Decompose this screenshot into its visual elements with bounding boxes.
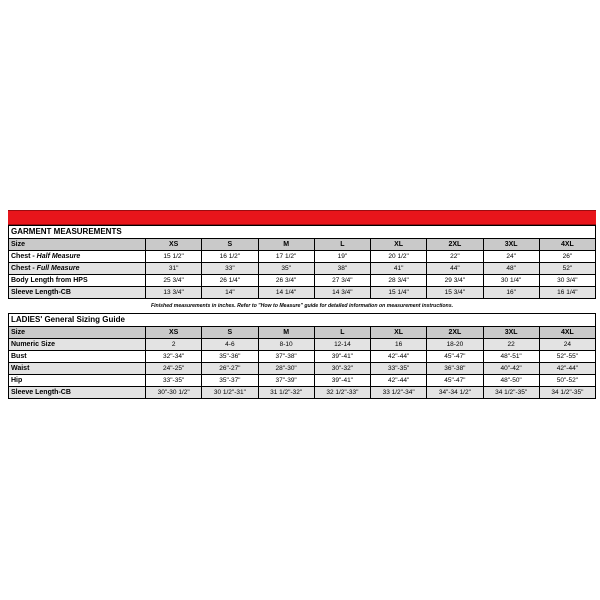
table-cell: 24"-25" [146,363,202,375]
row-label-text: Sleeve Length-CB [11,288,71,296]
row-label: Hip [9,375,146,387]
table-cell: 30 1/4" [483,275,539,287]
table-cell: 26" [539,251,595,263]
table-cell: 29 3/4" [427,275,483,287]
header-cell: 3XL [483,239,539,251]
table-cell: 39"-41" [314,375,370,387]
table-cell: 30 1/2"-31" [202,387,258,399]
table-cell: 8-10 [258,339,314,351]
table-cell: 52" [539,263,595,275]
header-cell: M [258,327,314,339]
header-cell: M [258,239,314,251]
table-cell: 26 1/4" [202,275,258,287]
header-cell: S [202,239,258,251]
table-cell: 32 1/2"-33" [314,387,370,399]
table-cell: 42"-44" [371,375,427,387]
row-label-text: Body Length from HPS [11,276,88,284]
table-cell: 18-20 [427,339,483,351]
table-row [9,263,596,275]
ladies-title: LADIES' General Sizing Guide [8,313,596,326]
header-cell: 4XL [539,327,595,339]
table-cell: 34"-34 1/2" [427,387,483,399]
table-cell: 34 1/2"-35" [483,387,539,399]
header-cell: 2XL [427,239,483,251]
table-cell: 31" [146,263,202,275]
table-cell: 24" [483,251,539,263]
table-cell: 32"-34" [146,351,202,363]
garment-table [8,238,596,299]
table-cell: 16 1/2" [202,251,258,263]
row-label: Waist [9,363,146,375]
table-cell: 12-14 [314,339,370,351]
table-row [9,351,596,363]
table-cell: 42"-44" [539,363,595,375]
table-header-row [9,327,596,339]
row-label [9,287,146,299]
table-cell: 45"-47" [427,351,483,363]
table-cell: 13 3/4" [146,287,202,299]
table-row [9,375,596,387]
red-banner [8,210,596,225]
table-cell: 15 3/4" [427,287,483,299]
row-label: Sleeve Length-CB [9,387,146,399]
table-cell: 14 3/4" [314,287,370,299]
row-label-qualifier: Half Measure [36,252,81,260]
header-cell: L [314,327,370,339]
table-row [9,387,596,399]
table-cell: 48" [483,263,539,275]
table-cell: 25 3/4" [146,275,202,287]
table-cell: 45"-47" [427,375,483,387]
header-cell: S [202,327,258,339]
table-row [9,287,596,299]
table-cell: 28"-30" [258,363,314,375]
row-label [9,263,146,275]
table-cell: 31 1/2"-32" [258,387,314,399]
header-cell: XS [146,239,202,251]
table-cell: 15 1/2" [146,251,202,263]
table-cell: 26"-27" [202,363,258,375]
table-row [9,251,596,263]
table-cell: 4-6 [202,339,258,351]
row-label [9,251,146,263]
table-header-row [9,239,596,251]
header-cell: Size [9,327,146,339]
table-cell: 14" [202,287,258,299]
table-cell: 16" [483,287,539,299]
table-cell: 30"-32" [314,363,370,375]
table-cell: 40"-42" [483,363,539,375]
table-cell: 52"-55" [539,351,595,363]
header-cell: L [314,239,370,251]
table-cell: 16 1/4" [539,287,595,299]
table-row [9,363,596,375]
header-cell: XL [371,239,427,251]
table-cell: 50"-52" [539,375,595,387]
table-cell: 48"-50" [483,375,539,387]
table-cell: 39"-41" [314,351,370,363]
table-cell: 14 1/4" [258,287,314,299]
table-cell: 41" [371,263,427,275]
ladies-table [8,326,596,399]
table-cell: 22" [427,251,483,263]
table-cell: 36"-38" [427,363,483,375]
header-cell: XS [146,327,202,339]
table-cell: 27 3/4" [314,275,370,287]
table-cell: 17 1/2" [258,251,314,263]
header-cell: 4XL [539,239,595,251]
table-cell: 35"-37" [202,375,258,387]
table-cell: 22 [483,339,539,351]
table-cell: 37"-38" [258,351,314,363]
table-cell: 33"-35" [146,375,202,387]
table-cell: 33 1/2"-34" [371,387,427,399]
table-cell: 38" [314,263,370,275]
table-cell: 33"-35" [371,363,427,375]
table-cell: 15 1/4" [371,287,427,299]
row-label-text: Chest - [11,264,37,272]
table-cell: 24 [539,339,595,351]
table-cell: 16 [371,339,427,351]
row-label: Bust [9,351,146,363]
row-label-qualifier: Full Measure [36,264,80,272]
table-cell: 33" [202,263,258,275]
row-label: Numeric Size [9,339,146,351]
table-cell: 26 3/4" [258,275,314,287]
header-cell: XL [371,327,427,339]
table-cell: 37"-39" [258,375,314,387]
table-cell: 44" [427,263,483,275]
table-cell: 42"-44" [371,351,427,363]
table-cell: 28 3/4" [371,275,427,287]
measurement-note: Finished measurements in inches. Refer to "How to Measure" guide for detailed information on measurement instructions. [150,303,454,309]
table-row [9,339,596,351]
header-cell: 3XL [483,327,539,339]
row-label-text: Chest - [11,252,37,260]
table-cell: 35" [258,263,314,275]
size-chart [8,210,596,399]
row-label [9,275,146,287]
garment-title: GARMENT MEASUREMENTS [8,225,596,238]
header-cell: Size [9,239,146,251]
table-cell: 48"-51" [483,351,539,363]
table-cell: 19" [314,251,370,263]
table-cell: 30 3/4" [539,275,595,287]
table-row [9,275,596,287]
table-cell: 34 1/2"-35" [539,387,595,399]
table-cell: 30"-30 1/2" [146,387,202,399]
table-cell: 35"-36" [202,351,258,363]
table-cell: 2 [146,339,202,351]
header-cell: 2XL [427,327,483,339]
table-cell: 20 1/2" [371,251,427,263]
